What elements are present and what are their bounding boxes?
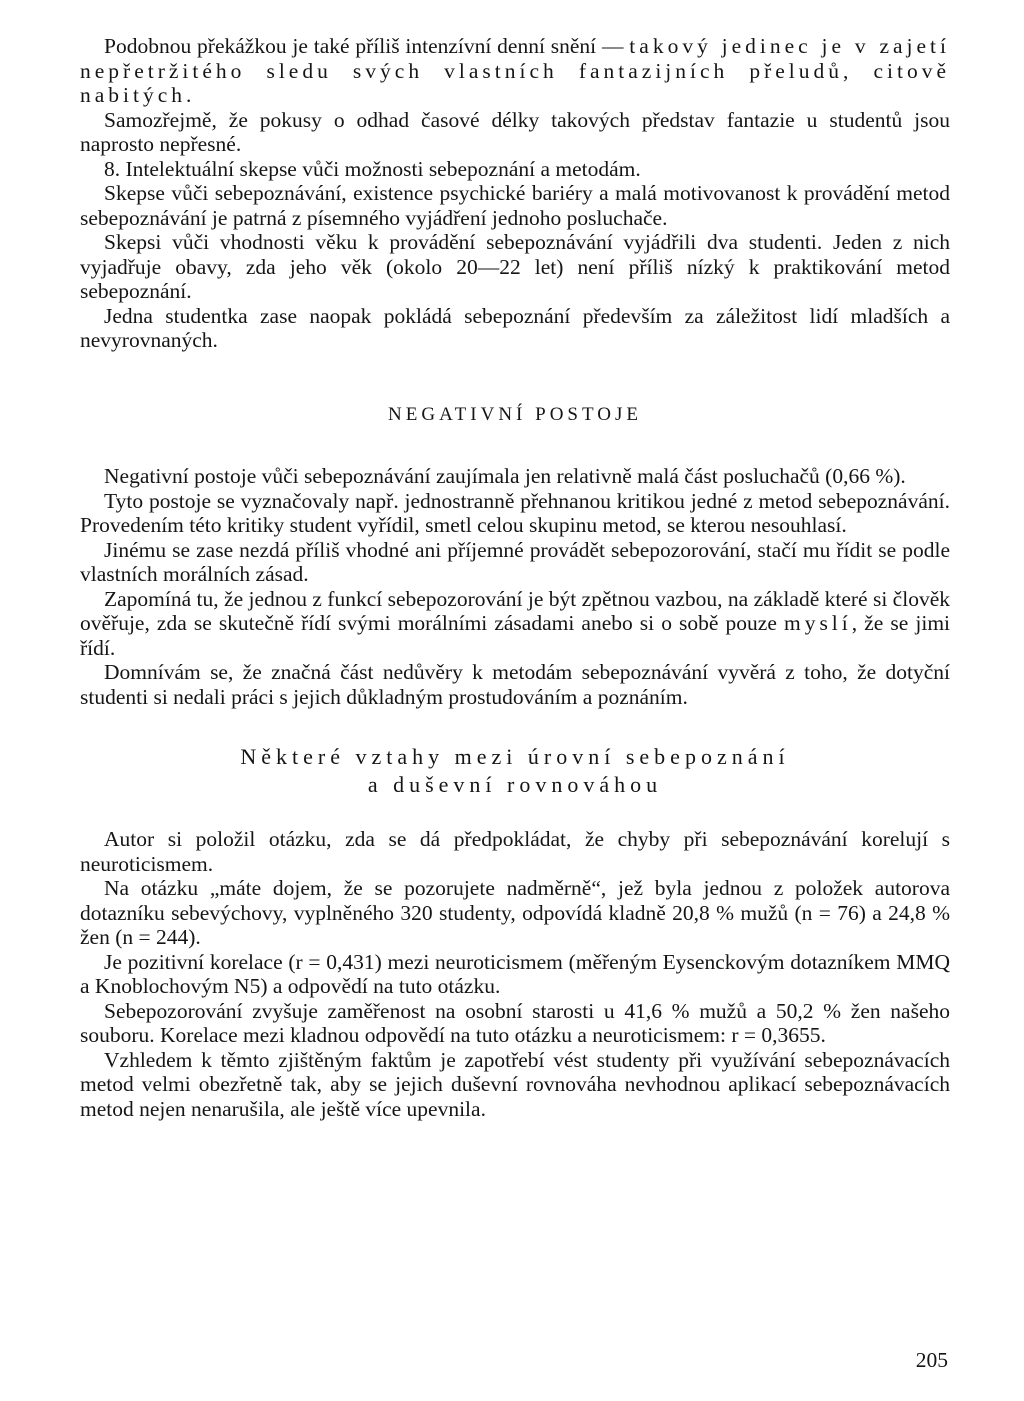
page-number: 205 bbox=[915, 1348, 948, 1372]
paragraph bbox=[80, 587, 950, 661]
section-heading: NEGATIVNÍ POSTOJE bbox=[388, 403, 642, 425]
paragraph bbox=[80, 34, 950, 108]
emphasized-text: myslí bbox=[783, 611, 852, 635]
paragraph-text: Podobnou překážkou je také příliš intenzívní denní snění — bbox=[104, 34, 630, 58]
paragraph: Jedna studentka zase naopak pokládá sebepoznání především za záležitost lidí mladších a nevyrovnaných. bbox=[80, 303, 950, 352]
paragraph: Skepse vůči sebepoznávání, existence psychické bariéry a malá motivovanost k provádění metod sebepoznávání je patrná z písemného vyjádření jednoho posluchače. bbox=[80, 181, 950, 230]
paragraph-text: , že se jimi řídí. bbox=[80, 611, 951, 660]
paragraph: Sebepozorování zvyšuje zaměřenost na osobní starosti u 41,6 % mužů a 50,2 % žen našeho souboru. Korelace mezi kladnou odpovědí na tuto otázku a neuroticismem: r = 0,3655. bbox=[80, 998, 950, 1047]
heading-line: Některé vztahy mezi úrovní sebepoznání bbox=[240, 744, 790, 769]
paragraph-text: Zapomíná tu, že jednou z funkcí sebepozorování je být zpětnou vazbou, na základě které si člověk ověřuje, zda se skutečně řídí svými morálními zásadami anebo si o sobě pouze bbox=[80, 586, 950, 635]
paragraph: Na otázku „máte dojem, že se pozorujete nadměrně“, jež byla jednou z položek autorova dotazníku sebevýchovy, vyplněného 320 studenty, odpovídá kladně 20,8 % mužů (n = 76) a 24,8 % žen (n = 244). bbox=[80, 876, 950, 949]
section-heading bbox=[80, 743, 950, 799]
paragraph: Autor si položil otázku, zda se dá předpokládat, že chyby při sebepoznávání korelují s neuroticismem. bbox=[80, 827, 950, 876]
paragraph: Samozřejmě, že pokusy o odhad časové délky takových představ fantazie u studentů jsou naprosto nepřesné. bbox=[80, 107, 950, 156]
paragraph: Skepsi vůči vhodnosti věku k provádění sebepoznávání vyjádřili dva studenti. Jeden z nich vyjadřuje obavy, zda jeho věk (okolo 20—22 let) není příliš nízký k praktikování metod sebepoznání. bbox=[80, 230, 950, 303]
paragraph: Tyto postoje se vyznačovaly např. jednostranně přehnanou kritikou jedné z metod sebepoznávání. Provedením této kritiky student vyřídil, smetl celou skupinu metod, se kterou nesouhlasí. bbox=[80, 488, 950, 537]
page-text bbox=[80, 34, 950, 1121]
heading-line: a duševní rovnováhou bbox=[367, 772, 663, 797]
numbered-point: 8. Intelektuální skepse vůči možnosti sebepoznání a metodám. bbox=[104, 156, 641, 181]
paragraph: Negativní postoje vůči sebepoznávání zaujímala jen relativně malá část posluchačů (0,66 %). bbox=[104, 464, 906, 488]
paragraph: Je pozitivní korelace (r = 0,431) mezi neuroticismem (měřeným Eysenckovým dotazníkem MMQ a Knoblochovým N5) a odpovědí na tuto otázku. bbox=[80, 949, 950, 998]
emphasized-text: takový jedinec je v zajetí nepřetržitého sledu svých vlastních fantazijních přeludů, citově nabitých. bbox=[80, 34, 950, 107]
paragraph: Domnívám se, že značná část nedůvěry k metodám sebepoznávání vyvěrá z toho, že dotyční studenti si nedali práci s jejich důkladným prostudováním a poznáním. bbox=[80, 660, 950, 709]
paragraph: Vzhledem k těmto zjištěným faktům je zapotřebí vést studenty při využívání sebepoznávacích metod velmi obezřetně tak, aby se jejich duševní rovnováha nevhodnou aplikací sebepoznávacích metod nejen nenarušila, ale ještě více upevnila. bbox=[80, 1047, 950, 1121]
paragraph: Jinému se zase nezdá příliš vhodné ani příjemné provádět sebepozorování, stačí mu řídit se podle vlastních morálních zásad. bbox=[80, 537, 950, 586]
